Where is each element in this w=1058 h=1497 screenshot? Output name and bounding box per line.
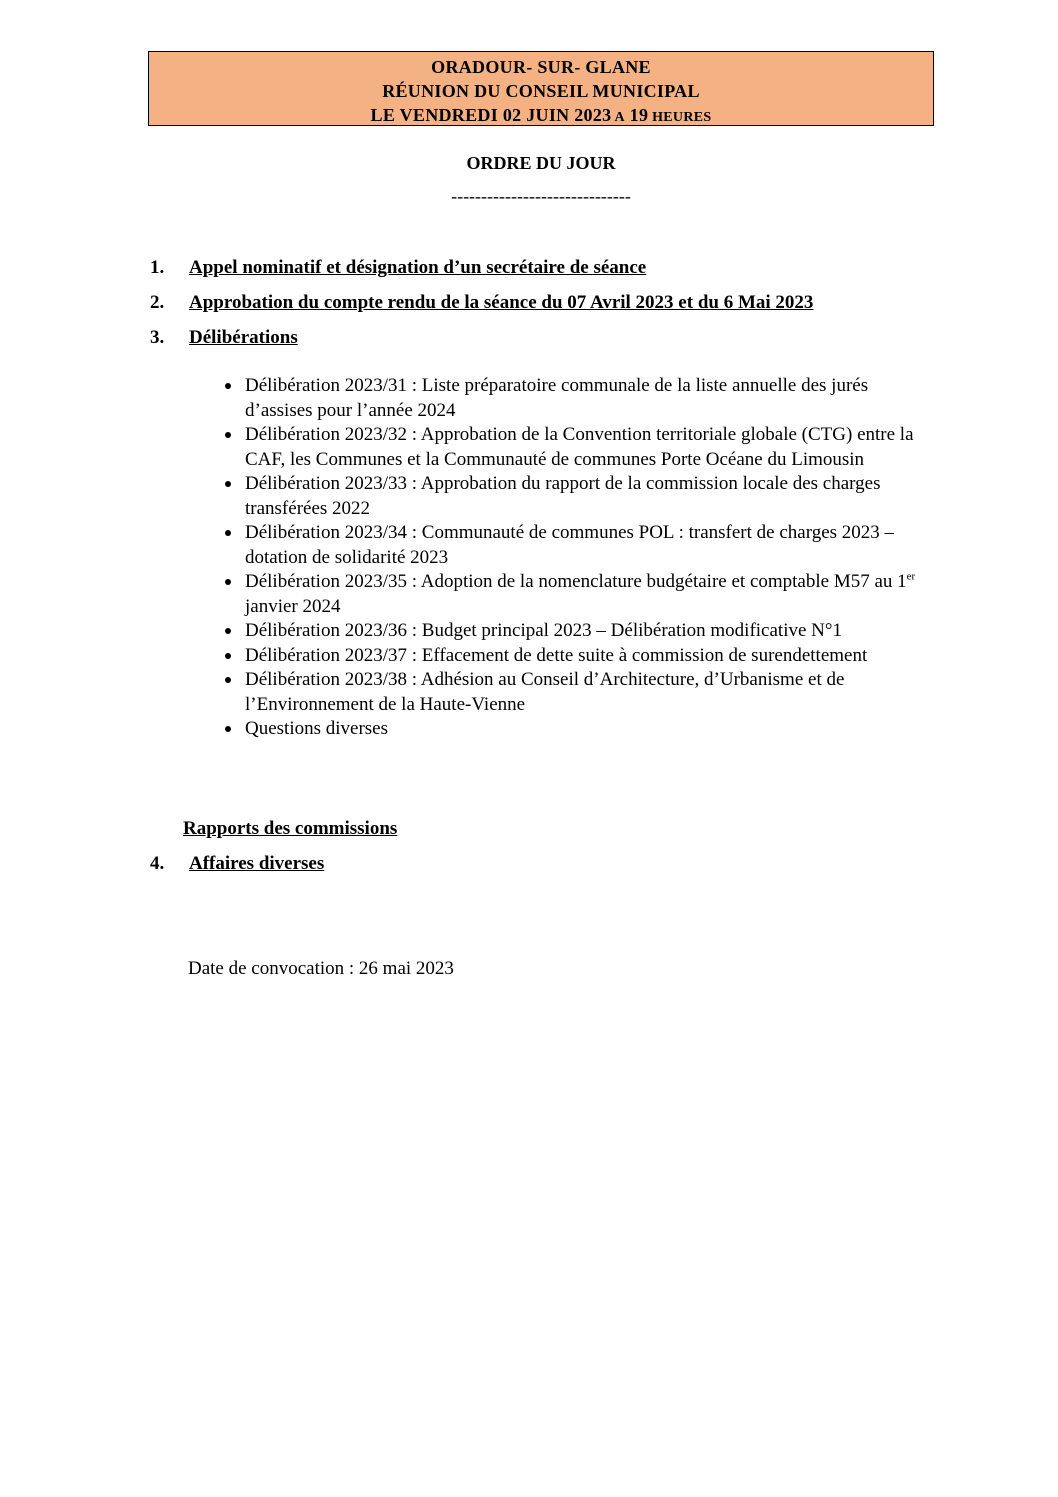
- deliberation-item: [215, 570, 935, 619]
- header-meeting: RÉUNION DU CONSEIL MUNICIPAL: [382, 81, 700, 101]
- bullet-icon: [225, 481, 231, 487]
- deliberation-text: Délibération 2023/32 : Approbation de la Convention territoriale globale (CTG) entre la CAF, les Communes et la Communauté de communes Porte Océane du Limousin: [245, 424, 914, 470]
- agenda-item-number: 4.: [150, 853, 165, 874]
- header-date-heures: HEURES: [648, 110, 712, 125]
- header-date-main: LE VENDREDI 02 JUIN 2023: [370, 105, 612, 125]
- deliberation-item: [215, 472, 935, 521]
- deliberation-item: [215, 374, 935, 423]
- agenda-item-number: 3.: [150, 327, 165, 348]
- header-date-a: A: [611, 110, 625, 125]
- deliberation-text: Délibération 2023/31 : Liste préparatoire communale de la liste annuelle des jurés d’assises pour l’année 2024: [245, 375, 869, 421]
- ordinal-superscript: er: [906, 570, 916, 583]
- agenda-item-3: [150, 327, 298, 349]
- deliberation-text: [245, 571, 915, 617]
- agenda-title: ORDRE DU JOUR: [466, 153, 616, 173]
- agenda-item-number: 2.: [150, 292, 165, 313]
- agenda-item-4: [150, 853, 324, 875]
- bullet-icon: [225, 726, 231, 732]
- agenda-item-label: Approbation du compte rendu de la séance du 07 Avril 2023 et du 6 Mai 2023: [189, 292, 814, 313]
- deliberation-item: [215, 717, 935, 742]
- deliberation-item: [215, 423, 935, 472]
- deliberation-text: Délibération 2023/34 : Communauté de communes POL : transfert de charges 2023 – dotation de solidarité 2023: [245, 522, 895, 568]
- deliberation-text: Délibération 2023/33 : Approbation du rapport de la commission locale des charges transférées 2022: [245, 473, 881, 519]
- deliberation-text: Questions diverses: [245, 718, 389, 739]
- deliberation-text-after: janvier 2024: [245, 595, 341, 617]
- agenda-item-label: Délibérations: [189, 327, 298, 348]
- deliberation-text: Délibération 2023/38 : Adhésion au Conseil d’Architecture, d’Urbanisme et de l’Environnement de la Haute-Vienne: [245, 669, 845, 715]
- deliberation-item: [215, 668, 935, 717]
- agenda-item-number: 1.: [150, 257, 165, 278]
- deliberation-text: Délibération 2023/37 : Effacement de dette suite à commission de surendettement: [245, 644, 868, 666]
- separator-line: ------------------------------: [451, 186, 631, 206]
- header-date-time: 19: [624, 105, 649, 125]
- bullet-icon: [225, 579, 231, 585]
- bullet-icon: [225, 432, 231, 438]
- deliberation-item: [215, 619, 935, 644]
- bullet-icon: [225, 653, 231, 659]
- rapports-heading: Rapports des commissions: [183, 818, 398, 839]
- header-box: [148, 51, 934, 126]
- deliberation-item: [215, 644, 935, 669]
- deliberation-text-before: Délibération 2023/35 : Adoption de la nomenclature budgétaire et comptable M57 au 1: [245, 571, 907, 592]
- agenda-item-label: Affaires diverses: [189, 853, 325, 874]
- deliberations-list: [215, 374, 935, 742]
- bullet-icon: [225, 383, 231, 389]
- deliberation-item: [215, 521, 935, 570]
- agenda-item-2: [150, 292, 813, 314]
- bullet-icon: [225, 530, 231, 536]
- convocation-date: Date de convocation : 26 mai 2023: [188, 958, 454, 979]
- bullet-icon: [225, 677, 231, 683]
- header-commune: ORADOUR- SUR- GLANE: [431, 57, 651, 77]
- agenda-item-label: Appel nominatif et désignation d’un secrétaire de séance: [189, 257, 647, 278]
- header-date: [149, 103, 933, 130]
- deliberation-text: Délibération 2023/36 : Budget principal 2023 – Délibération modificative N°1: [245, 620, 842, 641]
- agenda-item-1: [150, 257, 646, 279]
- bullet-icon: [225, 628, 231, 634]
